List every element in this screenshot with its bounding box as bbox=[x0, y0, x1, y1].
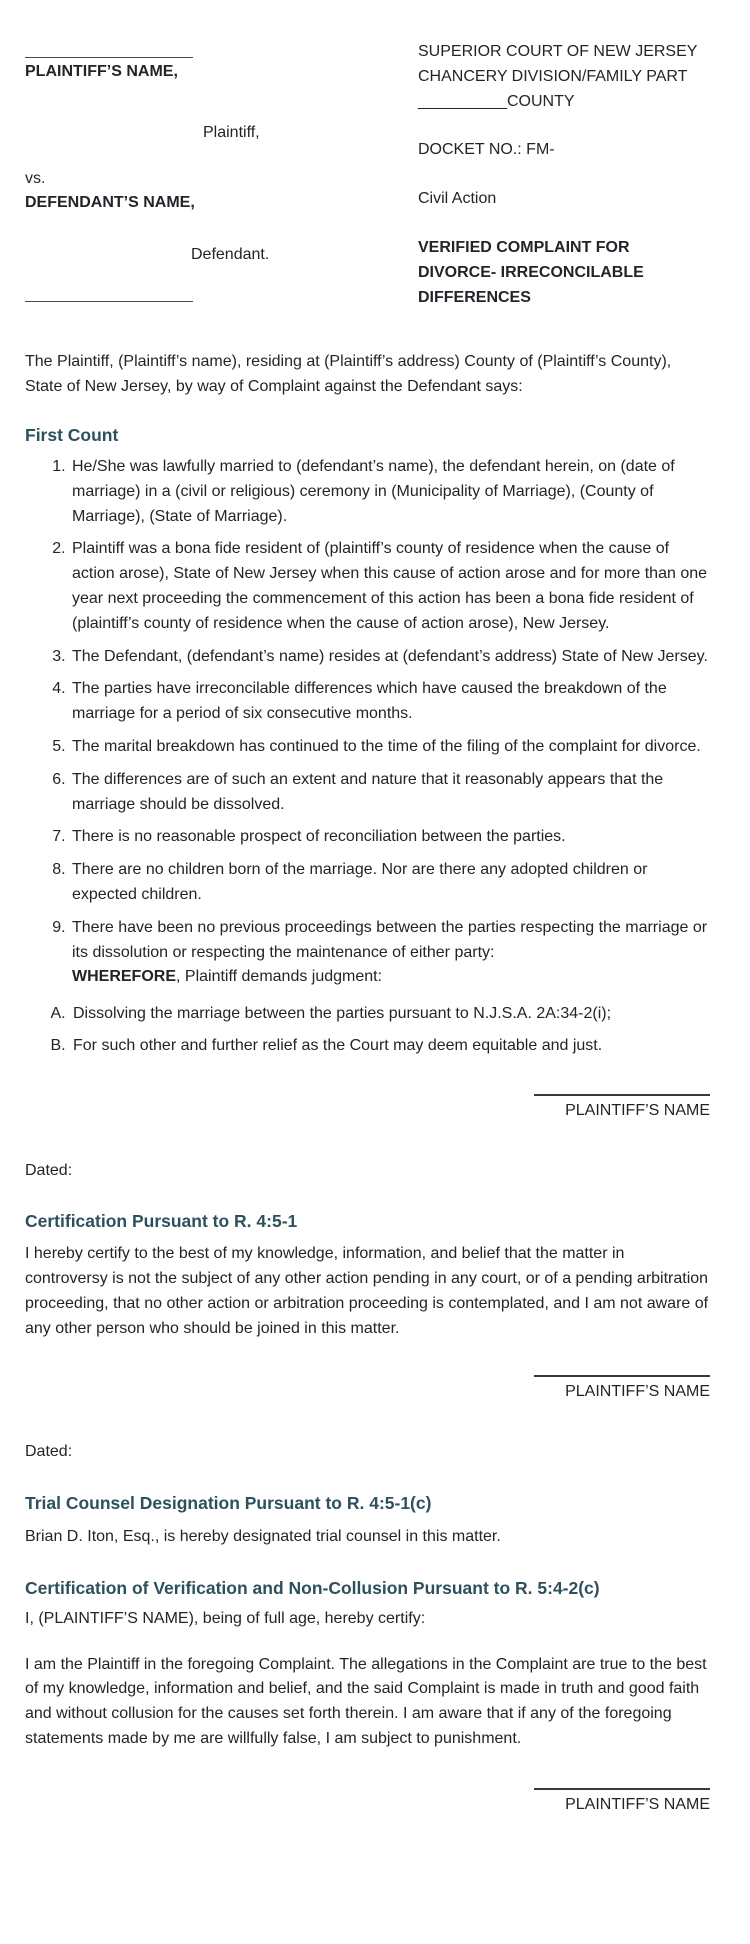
intro-paragraph: The Plaintiff, (Plaintiff’s name), residing at (Plaintiff’s address) County of (Plaintiff’s County), State of New Jersey, by way of Complaint against the Defendant says: bbox=[25, 353, 672, 396]
allegation-9-text: There have been no previous proceedings between the parties respecting the marriage or its dissolution or respecting the maintenance of either party: bbox=[72, 918, 708, 961]
civil-action-label: Civil Action bbox=[418, 190, 497, 208]
court-name: SUPERIOR COURT OF NEW JERSEY bbox=[418, 43, 698, 60]
demands-list bbox=[25, 1002, 710, 1059]
defendant-role-label: Defendant. bbox=[191, 246, 270, 264]
complaint-allegation-1: 1. He/She was lawfully married to (defendant’s name), the defendant herein, on (date of marriage) in a (civil or religious) ceremony in (Municipality of Marriage), (County of Marriage), (State of Marriage). bbox=[70, 455, 710, 529]
signature-line-2 bbox=[534, 1375, 710, 1377]
wherefore-rest: , Plaintiff demands judgment: bbox=[176, 968, 383, 986]
case-caption bbox=[25, 40, 710, 310]
complaint-allegation-8: 8. There are no children born of the marriage. Nor are there any adopted children or expected children. bbox=[70, 858, 710, 908]
complaint-allegation-3: 3. The Defendant, (defendant’s name) resides at (defendant’s address) State of New Jersey. bbox=[70, 645, 710, 670]
dated-label-2: Dated: bbox=[25, 1443, 73, 1461]
caption-parties bbox=[25, 40, 418, 302]
complaint-allegation-7: 7. There is no reasonable prospect of reconciliation between the parties. bbox=[70, 825, 710, 850]
complaint-allegation-2: 2. Plaintiff was a bona fide resident of (plaintiff’s county of residence when the cause of action arose), State of New Jersey when this cause of action arose and for more than one year next proceeding the commencement of this action has been a bona fide resident of (plaintiff’s county of residence when the cause of action arose), New Jersey. bbox=[70, 537, 710, 636]
blank-rule-top bbox=[25, 57, 193, 58]
wherefore-keyword: WHEREFORE bbox=[72, 968, 176, 986]
verification-heading: Certification of Verification and Non-Collusion Pursuant to R. 5:4-2(c) bbox=[25, 1577, 600, 1598]
demand-item-a: A. Dissolving the marriage between the parties pursuant to N.J.S.A. 2A:34-2(i); bbox=[70, 1002, 710, 1027]
county-blank-line: __________COUNTY bbox=[418, 92, 575, 110]
first-count-list bbox=[25, 455, 710, 990]
certification-4-5-1-body: I hereby certify to the best of my knowledge, information, and belief that the matter in controversy is not the subject of any other action pending in any court, or of a pending arbitration proceeding, that no other action or arbitration proceeding is contemplated, and I am not aware of any other person who should be joined in this matter. bbox=[25, 1245, 709, 1337]
court-division: CHANCERY DIVISION/FAMILY PART bbox=[418, 67, 688, 85]
vs-label: vs. bbox=[25, 169, 46, 187]
signature-name-label-3: PLAINTIFF’S NAME bbox=[565, 1795, 710, 1813]
trial-counsel-body: Brian D. Iton, Esq., is hereby designated trial counsel in this matter. bbox=[25, 1528, 501, 1546]
caption-court-info bbox=[418, 40, 710, 310]
signature-block-3 bbox=[534, 1788, 710, 1818]
verification-body: I am the Plaintiff in the foregoing Complaint. The allegations in the Complaint are true to the best of my knowledge, information and belief, and the said Complaint is made in truth and good faith and without collusion for the causes set forth therein. I am aware that if any of the foregoing statements made by me are willfully false, I am subject to punishment. bbox=[25, 1655, 707, 1748]
docket-number: DOCKET NO.: FM- bbox=[418, 141, 555, 159]
document-title: VERIFIED COMPLAINT FOR DIVORCE- IRRECONCILABLE DIFFERENCES bbox=[418, 238, 644, 306]
trial-counsel-heading: Trial Counsel Designation Pursuant to R. 4:5-1(c) bbox=[25, 1493, 432, 1514]
complaint-allegation-9 bbox=[70, 916, 710, 990]
signature-name-label-1: PLAINTIFF’S NAME bbox=[565, 1101, 710, 1119]
signature-block-2 bbox=[534, 1375, 710, 1405]
complaint-allegation-4: 4. The parties have irreconcilable differences which have caused the breakdown of the marriage for a period of six consecutive months. bbox=[70, 677, 710, 727]
blank-rule-bottom bbox=[25, 301, 193, 302]
first-count-heading: First Count bbox=[25, 424, 119, 445]
dated-label-1: Dated: bbox=[25, 1161, 73, 1179]
complaint-allegation-5: 5. The marital breakdown has continued to the time of the filing of the complaint for divorce. bbox=[70, 735, 710, 760]
defendant-name: DEFENDANT’S NAME, bbox=[25, 194, 195, 212]
complaint-allegation-6: 6. The differences are of such an extent and nature that it reasonably appears that the marriage should be dissolved. bbox=[70, 768, 710, 818]
wherefore-clause bbox=[72, 965, 710, 990]
demand-item-b: B. For such other and further relief as the Court may deem equitable and just. bbox=[70, 1034, 710, 1059]
verification-intro: I, (PLAINTIFF’S NAME), being of full age, hereby certify: bbox=[25, 1609, 426, 1627]
signature-line-1 bbox=[534, 1094, 710, 1096]
signature-line-3 bbox=[534, 1788, 710, 1790]
plaintiff-role-label: Plaintiff, bbox=[203, 123, 260, 141]
signature-block-1 bbox=[534, 1094, 710, 1124]
certification-4-5-1-heading: Certification Pursuant to R. 4:5-1 bbox=[25, 1211, 298, 1232]
plaintiff-name: PLAINTIFF’S NAME, bbox=[25, 63, 178, 80]
signature-name-label-2: PLAINTIFF’S NAME bbox=[565, 1383, 710, 1401]
